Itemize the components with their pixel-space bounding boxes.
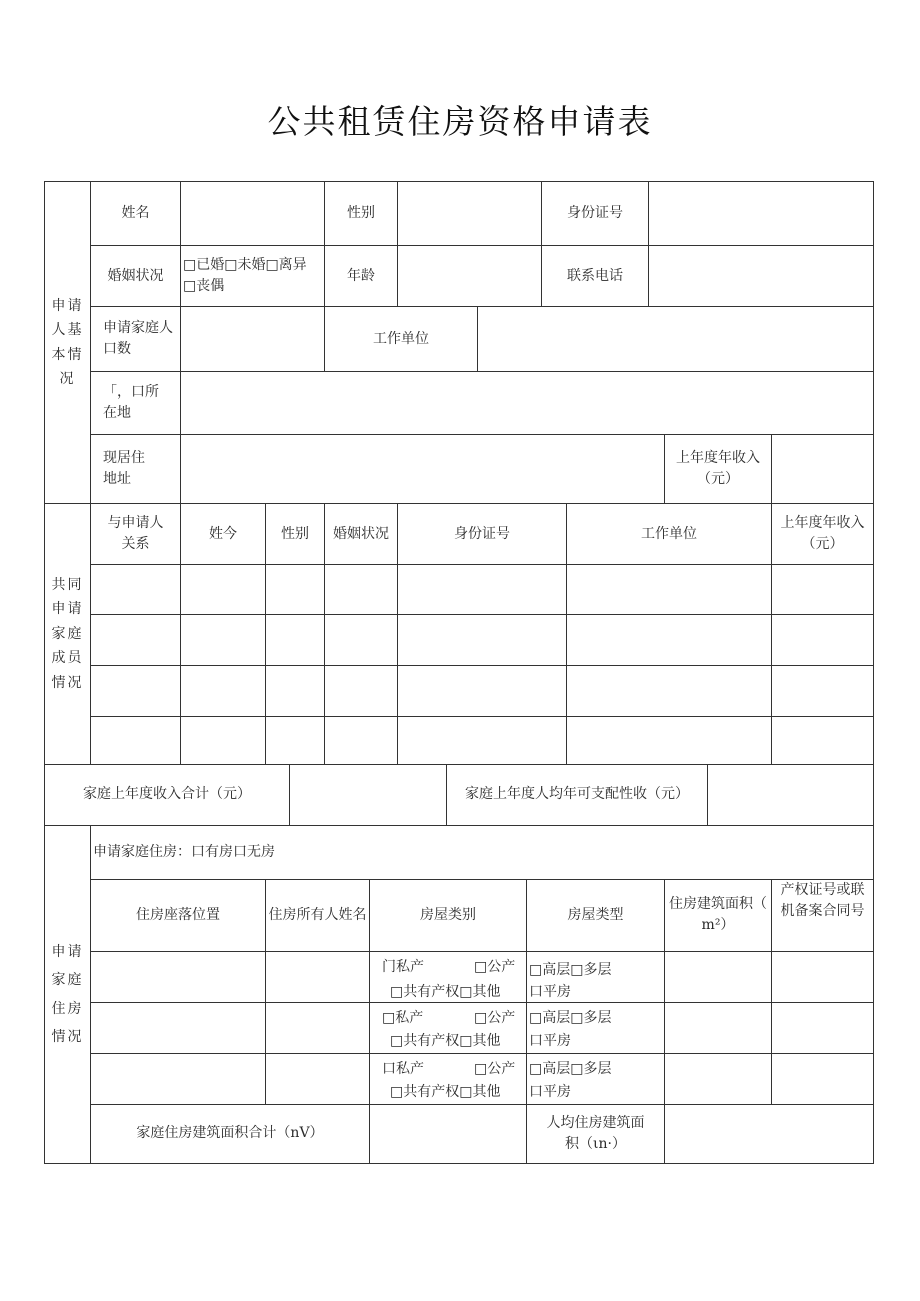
per-capita-income-field[interactable] <box>708 765 873 824</box>
workplace-label: 工作单位 <box>373 330 429 347</box>
housing-type-multi[interactable]: □高层□多层 <box>529 1061 612 1077</box>
total-housing-area-field[interactable] <box>370 1105 526 1162</box>
age-field[interactable] <box>398 246 541 306</box>
section-family-members-label: 共同 申请 家庭 成员 情况 <box>51 576 84 691</box>
housing-category-other[interactable]: □共有产权□其他 <box>390 1084 501 1100</box>
housing-type-bungalow[interactable]: 口平房 <box>529 1033 571 1049</box>
workplace-field[interactable] <box>478 307 873 371</box>
housing-header-type: 房屋类型 <box>567 906 624 923</box>
marital-status-label: 婚姻状况 <box>107 267 164 284</box>
form-title: 公共租赁住房资格申请表 <box>267 102 653 141</box>
gender-label: 性别 <box>347 205 375 221</box>
household-income-total-label: 家庭上年度收入合计（元） <box>83 786 251 802</box>
phone-label: 联系电话 <box>567 267 623 284</box>
housing-type-bungalow[interactable]: 口平房 <box>529 1084 571 1100</box>
hukou-location-field[interactable] <box>181 372 873 434</box>
per-capita-area-field[interactable] <box>665 1105 873 1162</box>
member-row[interactable] <box>91 717 873 763</box>
housing-category-private[interactable]: 口私产 <box>382 1061 424 1077</box>
housing-header-location: 住房座落位置 <box>136 906 220 923</box>
phone-field[interactable] <box>649 246 873 306</box>
member-header-workplace: 工作单位 <box>641 525 697 542</box>
member-header-gender: 性别 <box>281 525 309 542</box>
housing-category-public[interactable]: □公产 <box>474 1061 516 1077</box>
section-applicant-label: 申请 人基 本情 况 <box>51 297 84 387</box>
housing-category-public[interactable]: □公产 <box>474 959 516 975</box>
member-header-marital: 婚姻状况 <box>333 525 389 542</box>
housing-header-certificate: 产权证号或联 机备案合同号 <box>780 882 865 919</box>
id-number-field[interactable] <box>649 182 873 245</box>
housing-category-other[interactable]: □共有产权□其他 <box>390 984 501 1000</box>
household-income-total-field[interactable] <box>290 765 446 824</box>
hukou-location-label: 「，口所 在地 <box>103 384 159 421</box>
grid-line <box>90 1053 874 1054</box>
member-header-income: 上年度年收入 （元） <box>780 515 865 552</box>
current-address-field[interactable] <box>181 435 664 502</box>
housing-header-owner: 住房所有人姓名 <box>268 906 367 923</box>
id-number-label: 身份证号 <box>567 205 623 221</box>
member-header-relation: 与申请人 关系 <box>107 515 164 552</box>
housing-header-area: 住房建筑面积（ m²） <box>669 896 767 933</box>
total-housing-area-label: 家庭住房建筑面积合计（nV） <box>136 1125 324 1141</box>
member-row[interactable] <box>91 666 873 716</box>
gender-field[interactable] <box>398 182 541 245</box>
household-size-field[interactable] <box>181 307 324 371</box>
housing-category-other[interactable]: □共有产权□其他 <box>390 1033 501 1049</box>
member-header-id: 身份证号 <box>454 525 510 542</box>
housing-status[interactable]: 申请家庭住房：口有房口无房 <box>93 843 275 860</box>
per-capita-area-label: 人均住房建筑面 积（ιn·） <box>546 1114 645 1152</box>
marital-status-options[interactable]: □已婚□未婚□离异 □丧偶 <box>183 257 307 294</box>
age-label: 年龄 <box>347 267 375 284</box>
housing-header-category: 房屋类别 <box>420 906 476 923</box>
name-label: 姓名 <box>121 205 150 221</box>
name-field[interactable] <box>181 182 324 245</box>
member-header-name: 姓今 <box>209 525 237 542</box>
grid-line <box>44 1163 874 1164</box>
housing-category-private[interactable]: □私产 <box>382 1010 424 1026</box>
annual-income-label: 上年度年收入 （元） <box>676 449 760 487</box>
per-capita-income-label: 家庭上年度人均年可支配性收（元） <box>465 786 689 802</box>
housing-type-multi[interactable]: □高层□多层 <box>529 962 612 978</box>
member-row[interactable] <box>91 565 873 614</box>
current-address-label: 现居住 地址 <box>103 449 145 487</box>
housing-category-private[interactable]: 门私产 <box>382 959 424 975</box>
section-housing-label: 申请 家庭 住房 情况 <box>51 943 84 1045</box>
member-row[interactable] <box>91 615 873 665</box>
housing-category-public[interactable]: □公产 <box>474 1010 516 1026</box>
grid-line <box>90 951 874 952</box>
housing-type-multi[interactable]: □高层□多层 <box>529 1010 612 1026</box>
housing-type-bungalow[interactable]: 口平房 <box>529 984 571 1000</box>
household-size-label: 申请家庭人 口数 <box>103 320 173 357</box>
annual-income-field[interactable] <box>772 435 873 502</box>
grid-line <box>873 181 874 1164</box>
